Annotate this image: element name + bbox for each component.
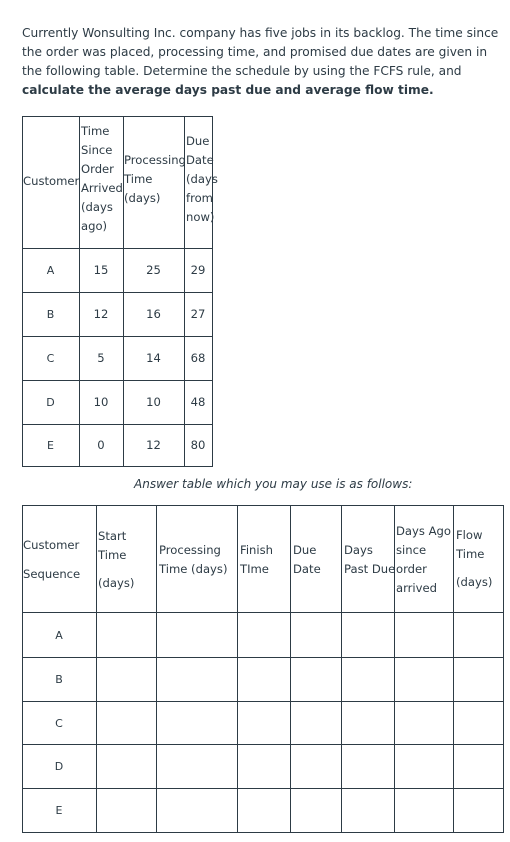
row-customer: D: [46, 396, 55, 409]
header-days-ago-arrived: Days Ago since order arrived: [396, 524, 452, 595]
row-due: 48: [190, 395, 206, 409]
header-start-time: Start Time (days): [98, 529, 135, 590]
header-due-date: Due Date: [293, 543, 321, 576]
answer-row-customer: D: [54, 760, 64, 773]
problem-text-bold: calculate the average days past due and average flow time.: [22, 83, 434, 97]
header-finish-time: Finish TIme: [240, 543, 274, 576]
row-since: 12: [93, 307, 109, 321]
header-days-past-due: Days Past Due: [344, 543, 396, 576]
header-due-date: Due Date (days from now): [186, 134, 218, 224]
row-processing: 25: [146, 263, 161, 277]
answer-row-customer: C: [55, 717, 63, 730]
answer-row-customer: A: [55, 629, 63, 642]
row-due: 80: [190, 438, 206, 452]
row-customer: E: [47, 439, 54, 452]
row-customer: C: [46, 352, 55, 365]
row-since: 10: [93, 395, 109, 409]
header-time-since: Time Since Order Arrived (days ago): [81, 124, 123, 233]
row-due: 27: [190, 307, 206, 321]
row-due: 29: [190, 263, 206, 277]
header-processing-time: Processing Time (days): [159, 543, 228, 576]
answer-table-note: Answer table which you may use is as follows:: [134, 477, 413, 491]
row-since: 5: [97, 351, 105, 365]
row-since: 15: [93, 263, 109, 277]
problem-statement: [22, 24, 502, 100]
row-customer: A: [46, 264, 55, 277]
answer-row-customer: E: [55, 804, 63, 817]
problem-text: Currently Wonsulting Inc. company has five jobs in its backlog. The time since the order was placed, processing time, and promised due dates are given in the following table. Determine the schedule by using the FCFS rule, and: [22, 26, 499, 78]
row-processing: 16: [146, 307, 161, 321]
header-customer: Customer: [23, 174, 80, 188]
row-processing: 14: [146, 351, 161, 365]
header-processing-time: Processing Time (days): [124, 153, 186, 205]
row-due: 68: [190, 351, 206, 365]
header-flow-time: Flow Time (days): [456, 528, 493, 589]
row-processing: 12: [146, 438, 161, 452]
row-processing: 10: [146, 395, 161, 409]
row-customer: B: [46, 308, 55, 321]
answer-row-customer: B: [55, 673, 63, 686]
row-since: 0: [97, 438, 105, 452]
header-customer-sequence: Customer Sequence: [23, 538, 81, 581]
